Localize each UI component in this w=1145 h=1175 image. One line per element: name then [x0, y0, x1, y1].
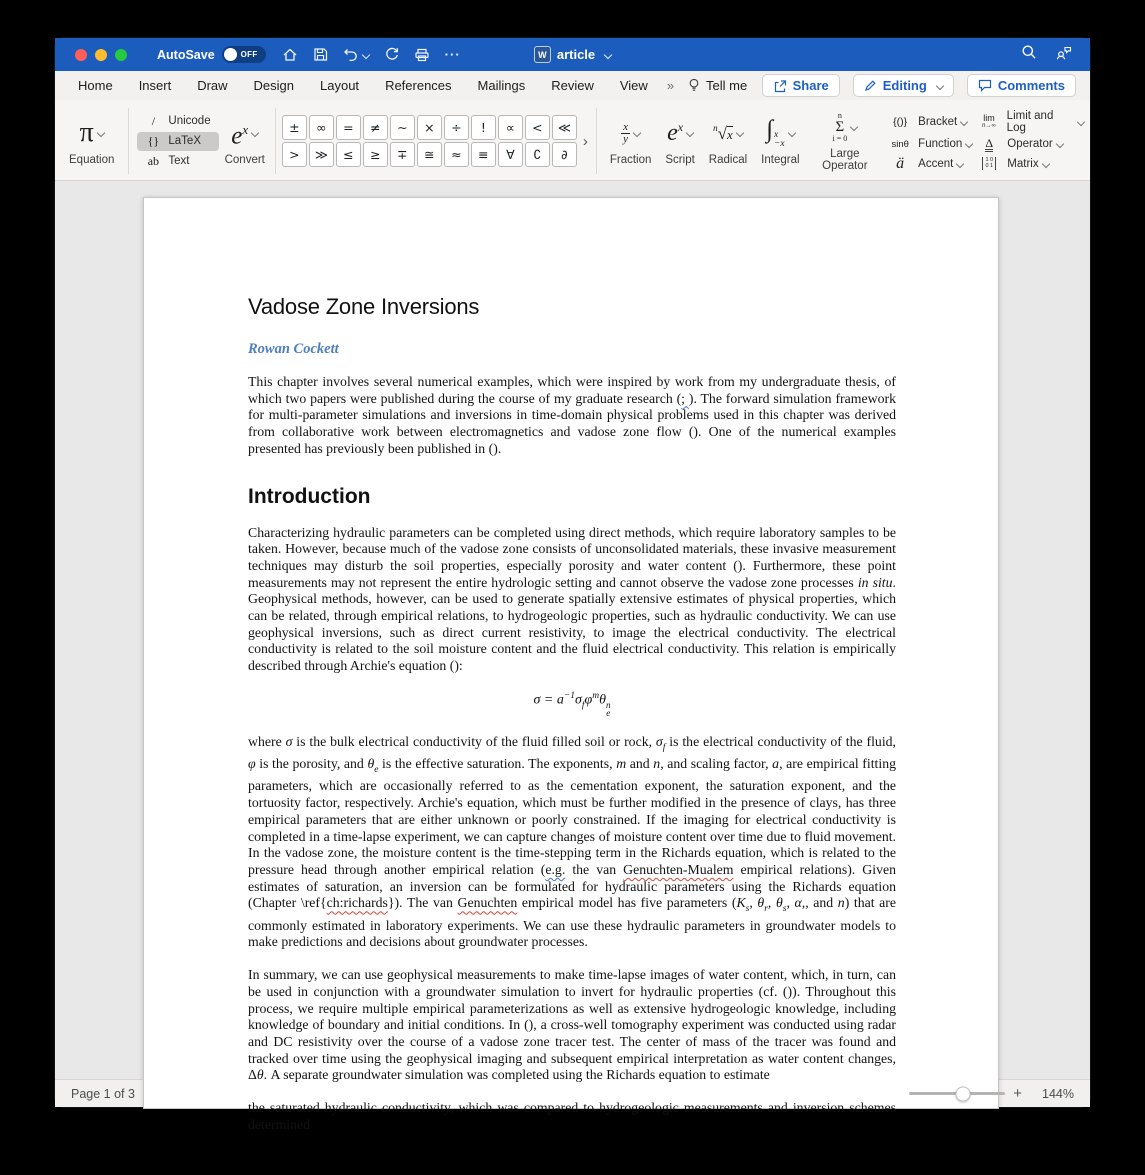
chevron-down-icon — [960, 117, 968, 125]
comment-icon — [978, 79, 992, 92]
structure-label: Script — [665, 154, 695, 166]
undo-dropdown-chevron-icon[interactable] — [361, 50, 369, 58]
word-window — [55, 38, 1090, 1132]
equation: $\sigma = a^{-1}\sigma_f\varphi^m\theta$ n e — [533, 690, 611, 718]
structure-label: Integral — [761, 154, 800, 166]
share-icon — [773, 79, 787, 93]
symbol-grid — [282, 115, 577, 167]
radical-icon: $^n$√x — [713, 122, 733, 143]
print-button[interactable] — [414, 48, 430, 62]
autosave-toggle[interactable] — [222, 46, 266, 63]
symbol-cell[interactable]: ∀ — [498, 142, 523, 167]
doc-body — [144, 198, 998, 1132]
tell-me-label: Tell me — [706, 78, 748, 93]
chevron-down-icon — [1055, 140, 1063, 148]
ribbon-tab-row — [55, 71, 1090, 100]
close-window-button[interactable] — [75, 49, 87, 61]
pi-icon: π — [79, 117, 94, 148]
unicode-mode-icon: / — [151, 113, 156, 128]
share-button[interactable] — [762, 74, 840, 97]
symbol-cell[interactable]: ∂ — [552, 142, 577, 167]
mode-label: Text — [168, 155, 190, 167]
document-page[interactable] — [143, 197, 999, 1132]
convert-chevron-icon — [251, 129, 259, 137]
symbol-cell[interactable]: ∼ — [390, 115, 415, 140]
search-icon — [1021, 44, 1037, 60]
chevron-down-icon — [686, 129, 694, 137]
latex-mode-icon: {} — [147, 133, 160, 148]
save-button[interactable] — [313, 47, 328, 62]
zoom-percentage[interactable]: 144% — [1042, 1086, 1074, 1101]
word-app-icon: W — [534, 46, 551, 63]
chevron-down-icon — [787, 129, 795, 137]
chevron-down-icon — [736, 129, 744, 137]
equation-label: Equation — [69, 154, 115, 166]
matrix-button[interactable] — [976, 155, 1084, 173]
e-power-x-icon: $e^x$ — [231, 121, 249, 150]
text-mode-icon: ab — [147, 153, 160, 168]
title-dropdown-chevron-icon[interactable] — [604, 50, 612, 58]
chevron-down-icon — [1077, 117, 1085, 125]
contacts-button[interactable] — [1055, 45, 1072, 65]
mode-text[interactable] — [137, 152, 218, 171]
symbol-cell[interactable]: ∁ — [525, 142, 550, 167]
print-icon — [414, 48, 430, 62]
symbol-cell[interactable]: ≠ — [363, 115, 388, 140]
contacts-icon — [1055, 45, 1072, 60]
lightbulb-icon — [688, 78, 700, 93]
doc-title: Vadose Zone Inversions — [248, 294, 480, 319]
equation-button[interactable] — [61, 102, 122, 180]
editing-mode-button[interactable] — [853, 74, 954, 97]
symbol-cell[interactable]: ≡ — [471, 142, 496, 167]
toggle-knob — [224, 48, 237, 61]
equation-ribbon — [55, 100, 1090, 181]
chevron-down-icon — [850, 123, 858, 131]
comments-label: Comments — [997, 78, 1065, 93]
doc-author: Rowan Cockett — [248, 341, 339, 357]
structure-label: Radical — [708, 154, 748, 166]
convert-button[interactable] — [221, 102, 269, 180]
integral-button[interactable] — [754, 102, 806, 180]
undo-icon — [343, 47, 359, 62]
tab-design[interactable]: Design — [253, 78, 295, 93]
tab-insert[interactable]: Insert — [138, 78, 172, 93]
page-number-status[interactable]: Page 1 of 3 — [71, 1086, 135, 1101]
tab-home[interactable]: Home — [78, 78, 113, 93]
symbol-cell[interactable]: = — [336, 115, 361, 140]
script-button[interactable] — [658, 102, 701, 180]
home-icon — [282, 47, 298, 62]
symbol-cell[interactable]: ≤ — [336, 142, 361, 167]
zoom-in-button[interactable]: + — [1013, 1085, 1022, 1102]
accent-icon: ä — [896, 154, 905, 172]
radical-button[interactable] — [702, 102, 754, 180]
undo-button[interactable] — [343, 47, 369, 62]
section-heading: Introduction — [248, 484, 371, 508]
tab-layout[interactable]: Layout — [320, 78, 360, 93]
bracket-button[interactable] — [887, 110, 972, 134]
large-operator-button[interactable] — [807, 102, 884, 180]
symbol-cell[interactable]: ≪ — [552, 115, 577, 140]
redo-icon — [384, 47, 399, 62]
matrix-icon: 1 0 0 1 — [976, 157, 1002, 170]
equation-chevron-icon — [97, 129, 105, 137]
tab-overflow-button[interactable]: » — [666, 78, 675, 93]
editing-label: Editing — [882, 78, 927, 93]
tool-label: Limit and Log — [1006, 109, 1054, 134]
symbol-cell[interactable]: < — [525, 115, 550, 140]
tab-review[interactable]: Review — [551, 78, 594, 93]
paragraph: In summary, we can use geophysical measurements to make time-lapse images of water content, which, in turn, can be used in conjunction with a groundwater simulation to invert for hydraulic properties (cf. ()). Throughout this process, we require multiple empirical parameterizations as well as extensive hydrogeologic knowledge, including knowledge of boundary and initial conditions. In (), a cross-well tomography experiment was conducted using radar and DC resistivity over the course of a vadose zone tracer test. The center of mass of the tracer was found and tracked over time using the geophysical imaging and subsequent empirical interpretation as water content changes, Δθ. A separate groundwater simulation was completed using the Richards equation to estimate — [248, 967, 896, 1083]
zoom-window-button[interactable] — [115, 49, 127, 61]
tool-label: Operator — [1007, 138, 1053, 150]
chevron-down-icon — [633, 129, 641, 137]
structures-group — [603, 102, 883, 180]
convert-label: Convert — [224, 154, 265, 166]
tab-mailings[interactable]: Mailings — [477, 78, 526, 93]
symbol-cell[interactable]: ≅ — [417, 142, 442, 167]
large-operator-icon: n Σ i = 0 — [832, 110, 848, 143]
zoom-slider-thumb[interactable] — [955, 1086, 970, 1101]
limit-icon: lim n→∞ — [982, 112, 996, 129]
symbol-cell[interactable]: ∝ — [498, 115, 523, 140]
tab-view[interactable]: View — [619, 78, 648, 93]
symbol-cell[interactable]: ∓ — [390, 142, 415, 167]
zoom-slider-track[interactable] — [909, 1092, 1005, 1095]
operator-button[interactable] — [976, 137, 1084, 152]
share-label: Share — [792, 78, 829, 93]
bracket-icon: {()} — [893, 115, 908, 128]
mode-latex[interactable] — [137, 132, 218, 151]
toggle-state-label: OFF — [240, 50, 258, 59]
function-icon: sinθ — [891, 138, 909, 150]
paragraph: This chapter involves several numerical examples, which were inspired by work from my undergraduate thesis, of which two papers were published during the course of my graduate research (; ). The forward simulation framework for multi-parameter simulations and inversions in time-domain physical problems used in this chapter was derived from collaborative work between electromagnetics and vadose zone flow (). One of the numerical examples presented has previously been published in (). — [248, 374, 896, 456]
symbol-cell[interactable]: × — [417, 115, 442, 140]
tab-draw[interactable]: Draw — [197, 78, 228, 93]
symbol-cell[interactable]: ≥ — [363, 142, 388, 167]
symbol-cell[interactable]: ± — [282, 115, 307, 140]
save-icon — [313, 47, 328, 62]
tools-grid — [883, 102, 1084, 180]
structure-label: Fraction — [609, 154, 652, 166]
minimize-window-button[interactable] — [95, 49, 107, 61]
redo-button[interactable] — [384, 47, 399, 62]
chevron-down-icon — [1041, 159, 1049, 167]
symbols-more-button[interactable]: › — [582, 132, 588, 150]
search-button[interactable] — [1021, 44, 1037, 65]
symbol-cell[interactable]: ! — [471, 115, 496, 140]
symbol-cell[interactable]: ≈ — [444, 142, 469, 167]
title-bar — [55, 38, 1090, 71]
integral-icon: ∫ x −x — [766, 115, 785, 149]
tool-label: Function — [918, 138, 963, 150]
mode-label: LaTeX — [168, 135, 201, 147]
symbol-cell[interactable]: > — [282, 142, 307, 167]
more-commands-button[interactable]: ··· — [444, 46, 461, 62]
home-button[interactable] — [282, 47, 298, 62]
function-button[interactable] — [887, 137, 972, 152]
accent-button[interactable] — [887, 155, 972, 173]
symbol-cell[interactable]: ÷ — [444, 115, 469, 140]
mode-unicode[interactable] — [137, 112, 218, 131]
tab-references[interactable]: References — [385, 78, 452, 93]
clipped-text-line: the saturated hydraulic conductivity, which was compared to hydrogeologic measurements and inversion schemes determined — [248, 1100, 896, 1132]
symbol-cell[interactable]: ≫ — [309, 142, 334, 167]
operator-icon: Δ — [985, 135, 994, 150]
mode-label: Unicode — [168, 115, 211, 127]
conversion-modes — [135, 102, 220, 180]
tool-label: Accent — [918, 157, 954, 170]
tool-label: Bracket — [918, 115, 958, 128]
pencil-icon — [864, 79, 877, 92]
structure-label: Large Operator — [822, 148, 868, 172]
symbol-cell[interactable]: ∞ — [309, 115, 334, 140]
fraction-icon: $\frac{x}{y}$ — [623, 120, 629, 145]
chevron-down-icon — [956, 159, 964, 167]
paragraph: Characterizing hydraulic parameters can be completed using direct methods, which require laboratory samples to be taken. However, because much of the vadose zone consists of unconsolidated materials, these invasive measurement techniques may disturb the soil properties, especially porosity and water content (). Furthermore, these point measurements may not represent the entire hydrologic setting and cannot observe the vadose zone processes in situ. Geophysical methods, however, can be used to generate spatially extensive estimates of physical properties, which can be related, through empirical relations, to hydrogeologic properties, such as hydraulic conductivity. We can use geophysical inversions, such as direct current resistivity, to image the electrical conductivity. The electrical conductivity is related to the soil moisture content and the fluid electrical conductivity. This relation is empirically described through Archie's equation (): — [248, 524, 896, 674]
window-controls — [75, 49, 127, 61]
tool-label: Matrix — [1007, 157, 1039, 170]
fraction-button[interactable] — [603, 102, 659, 180]
editing-chevron-icon — [936, 81, 944, 89]
document-title[interactable]: article — [556, 47, 596, 62]
comments-button[interactable] — [967, 74, 1076, 97]
limit-and-log-button[interactable] — [976, 110, 1084, 134]
autosave-label: AutoSave — [157, 47, 215, 62]
script-icon: $e^x$ — [667, 119, 684, 146]
paragraph: where σ is the bulk electrical conductivity of the fluid filled soil or rock, $\sigma_f$ is the electrical conductivity of the fluid, φ is the porosity, and $\theta_e$ is the effective saturation. The exponents, m and n, and scaling factor, a, are empirical fitting parameters, which are occasionally referred to as the cementation exponent, the saturation exponent, and the tortuosity factor, respectively. Archie's equation, which must be further modified in the presence of clays, has three empirical parameters that are either unknown or poorly constrained. If the imaging for electrical conductivity is completed in a time-lapse experiment, we can capture changes of moisture content over time due to fluid movement. In the vadose zone, the moisture content is the time-stepping term in the Richards equation, which is related to the pressure head through another empirical relation (e.g. the van Genuchten-Mualem empirical relations). Given estimates of saturation, an inversion can be formulated for hydraulic parameters using the Richards equation (Chapter \ref{ch:richards}). The van Genuchten empirical model has five parameters ($K_s$, $\theta_r$, $\theta_s$, α,, and n) that are commonly estimated in laboratory experiments. We can use these hydraulic parameters in groundwater models to make predictions and decisions about groundwater processes. — [248, 733, 897, 950]
tab-strip — [65, 78, 661, 93]
tell-me-button[interactable] — [688, 78, 747, 93]
chevron-down-icon — [965, 140, 973, 148]
